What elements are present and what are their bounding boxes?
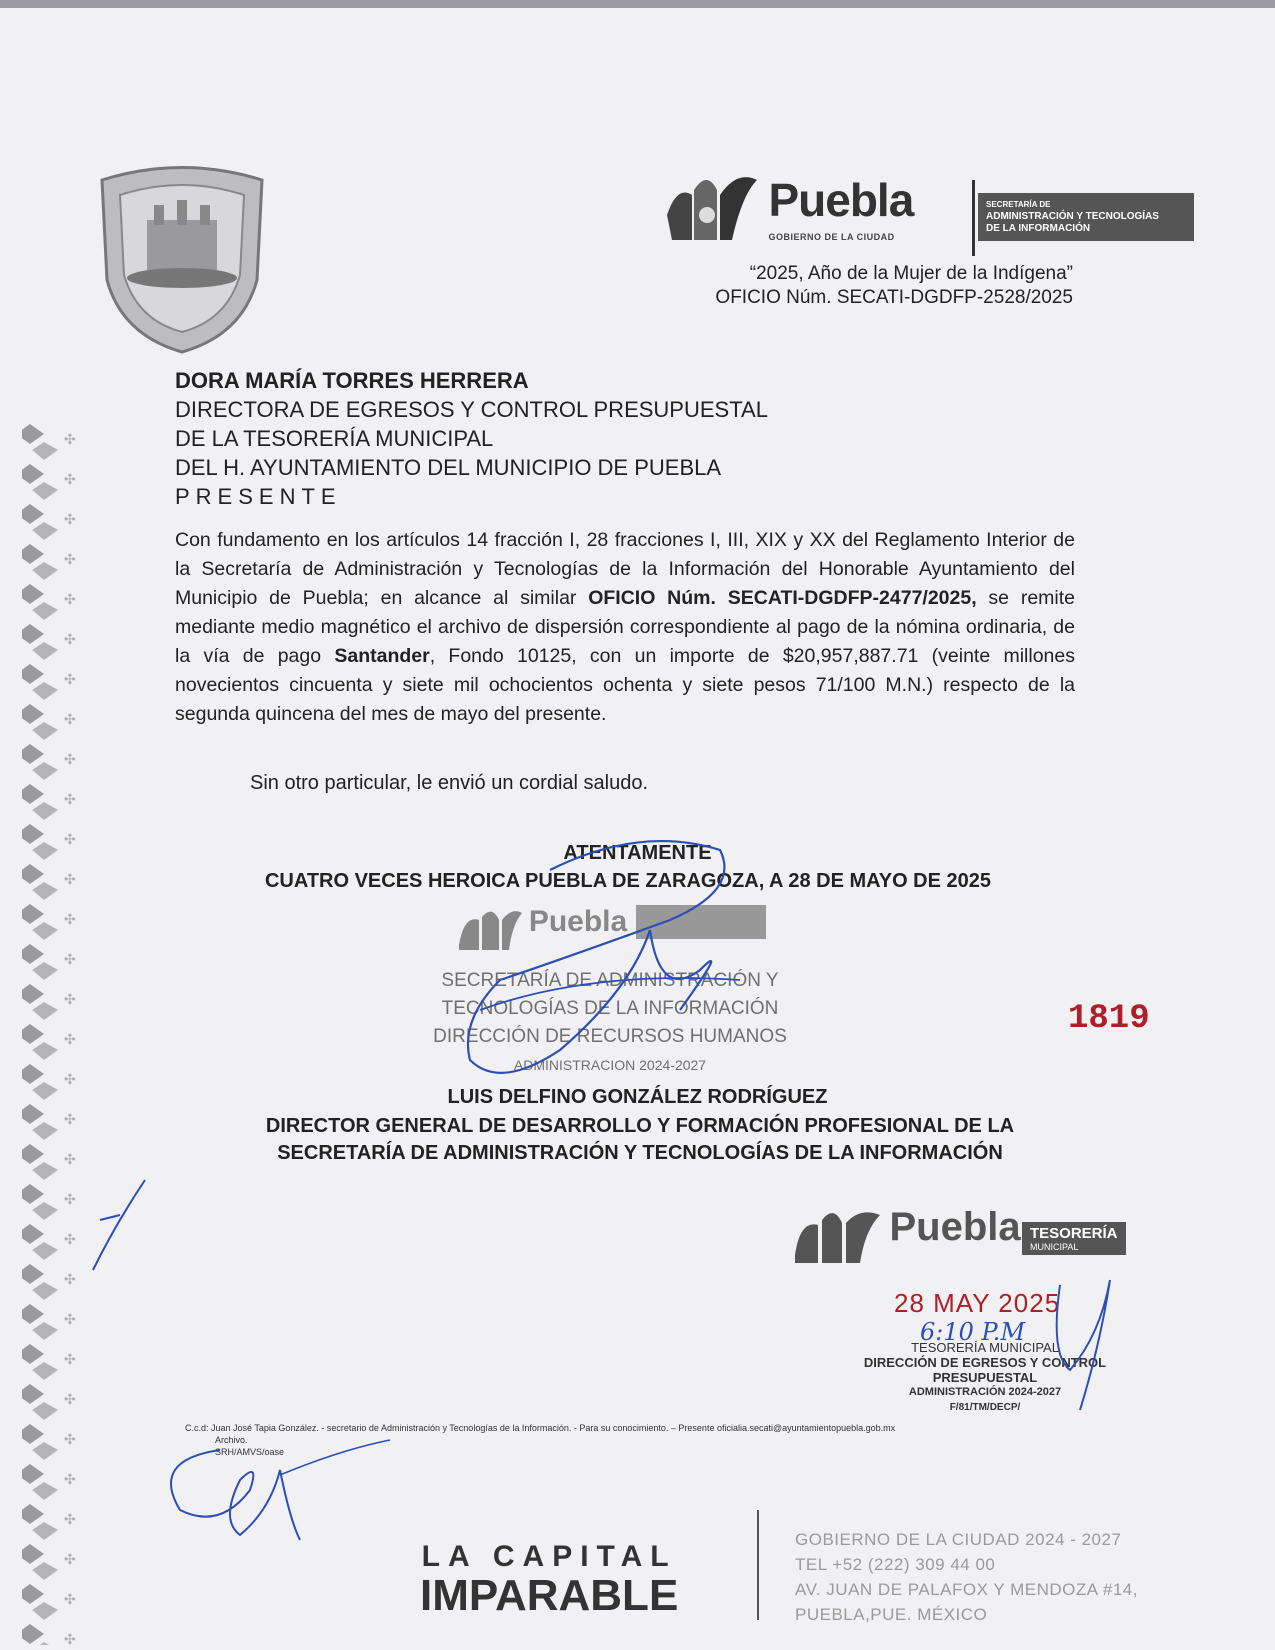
city-date-line: CUATRO VECES HEROICA PUEBLA DE ZARAGOZA, A 28 DE MAYO DE 2025	[264, 870, 992, 892]
tesoreria-box	[1022, 1222, 1126, 1255]
addressee-block	[175, 366, 768, 511]
body-text: Con fundamento en los artículos 14 fracción I, 28 fracciones I, III, XIX y XX del Reglamento Interior de la Secretaría de Administración y Tecnologías de la Información del Honorable Ayuntamiento del Municipio de Puebla; en alcance al similar	[175, 529, 1075, 609]
stamp-line: DIRECCIÓN DE RECURSOS HUMANOS	[433, 1026, 787, 1047]
director-signature	[440, 820, 780, 1110]
tesoreria-line: DIRECCIÓN DE EGRESOS Y CONTROL	[863, 1355, 1107, 1370]
footer-address-line: PUEBLA,PUE. MÉXICO	[795, 1605, 988, 1624]
footer-divider	[757, 1510, 759, 1620]
closing-line: Sin otro particular, le envió un cordial saludo.	[250, 772, 649, 794]
secretaria-line: ADMINISTRACIÓN Y TECNOLOGÍAS	[986, 211, 1159, 222]
atentamente-label: ATENTAMENTE	[563, 842, 712, 864]
footer-address-line: TEL +52 (222) 309 44 00	[795, 1555, 996, 1574]
signer-title	[200, 1113, 1080, 1167]
footer-address-line: GOBIERNO DE LA CIUDAD 2024 - 2027	[795, 1530, 1122, 1549]
signer-title-line: SECRETARÍA DE ADMINISTRACIÓN Y TECNOLOGÍAS DE LA INFORMACIÓN	[277, 1142, 1003, 1164]
bank-name: Santander	[334, 645, 430, 667]
slogan-bottom: IMPARABLE	[420, 1571, 679, 1620]
addressee-line: DE LA TESORERÍA MUNICIPAL	[175, 426, 494, 451]
municipal-crest-icon	[92, 160, 272, 355]
puebla-logo	[662, 165, 913, 245]
top-scan-edge	[0, 0, 1275, 8]
puebla-emblem-icon	[790, 1205, 885, 1265]
signer-title-line: DIRECTOR GENERAL DE DESARROLLO Y FORMACIÓN PROFESIONAL DE LA	[265, 1115, 1015, 1137]
folio-number: 1819	[1068, 1000, 1150, 1038]
body-text: , Fondo 10125, con un importe de $20,957,887.71 (veinte millones novecientos cincuenta y siete mil ochocientos ochenta y siete pesos 71/100 M.N.) respecto de la segunda quincena del mes de mayo del presente.	[175, 645, 1075, 725]
logo-wordmark: Puebla	[768, 174, 914, 226]
footer-slogan	[420, 1540, 678, 1618]
tesoreria-line: ADMINISTRACIÓN 2024-2027	[908, 1386, 1062, 1398]
presente-label: PRESENTE	[175, 484, 342, 509]
addressee-line: DEL H. AYUNTAMIENTO DEL MUNICIPIO DE PUEBLA	[175, 455, 722, 480]
footer-address	[795, 1527, 1138, 1627]
ccd-line: SRH/AMVS/oase	[215, 1447, 285, 1457]
tesoreria-signature	[1040, 1275, 1120, 1415]
tesoreria-line: PRESUPUESTAL	[932, 1370, 1038, 1385]
stamp-line: SECRETARÍA DE ADMINISTRACIÓN Y	[441, 970, 779, 991]
secretaria-line: DE LA INFORMACIÓN	[986, 223, 1091, 234]
decorative-border-pattern	[22, 420, 82, 1645]
header-tagline	[715, 262, 1073, 310]
slogan-top: LA CAPITAL	[421, 1540, 677, 1573]
received-date: 28 MAY 2025	[894, 1288, 1061, 1318]
addressee-line: DIRECTORA DE EGRESOS Y CONTROL PRESUPUESTAL	[175, 397, 768, 422]
tesoreria-logo	[790, 1205, 1021, 1270]
tesoreria-logo-word: Puebla	[889, 1205, 1021, 1249]
secretaria-box	[978, 193, 1194, 241]
logo-divider	[972, 180, 975, 256]
body-text: se remite mediante medio magnético el archivo de dispersión correspondiente al pago de la nómina ordinaria, de la vía de pago	[175, 587, 1075, 667]
year-motto: “2025, Año de la Mujer de la Indígena”	[749, 263, 1073, 284]
stamp-logo-word: Puebla	[528, 905, 628, 938]
ccd-line: Archivo.	[215, 1435, 248, 1445]
secretaria-line: SECRETARÍA DE	[986, 200, 1051, 209]
footer-address-line: AV. JUAN DE PALAFOX Y MENDOZA #14,	[795, 1580, 1138, 1599]
oficio-number: OFICIO Núm. SECATI-DGDFP-2528/2025	[715, 287, 1073, 308]
body-paragraph	[175, 526, 1075, 729]
logo-subtitle: GOBIERNO DE LA CIUDAD	[768, 232, 895, 242]
stamp-line: ADMINISTRACION 2024-2027	[513, 1057, 707, 1073]
puebla-emblem-icon	[662, 165, 762, 245]
received-time: 6:10 P.M	[920, 1318, 1026, 1346]
signer-name: LUIS DELFINO GONZÁLEZ RODRÍGUEZ	[447, 1086, 828, 1108]
margin-initial-mark	[85, 1175, 155, 1275]
ccd-signature	[160, 1440, 400, 1550]
tesoreria-line: F/81/TM/DECP/	[949, 1402, 1021, 1413]
tesoreria-line: TESORERÍA MUNICIPAL	[911, 1340, 1059, 1355]
reference-oficio: OFICIO Núm. SECATI-DGDFP-2477/2025,	[588, 587, 977, 609]
ccd-line: C.c.d: Juan José Tapia González. - secretario de Administración y Tecnologías de la Información. - Para su conocimiento. – Presente oficialia.secati@ayuntamientopuebla.gob.mx	[185, 1423, 896, 1433]
tesoreria-title: TESORERÍA	[1030, 1225, 1118, 1242]
tesoreria-subtitle: MUNICIPAL	[1030, 1242, 1079, 1252]
addressee-name: DORA MARÍA TORRES HERRERA	[175, 368, 529, 393]
stamp-line: TECNOLOGÍAS DE LA INFORMACIÓN	[441, 998, 779, 1019]
